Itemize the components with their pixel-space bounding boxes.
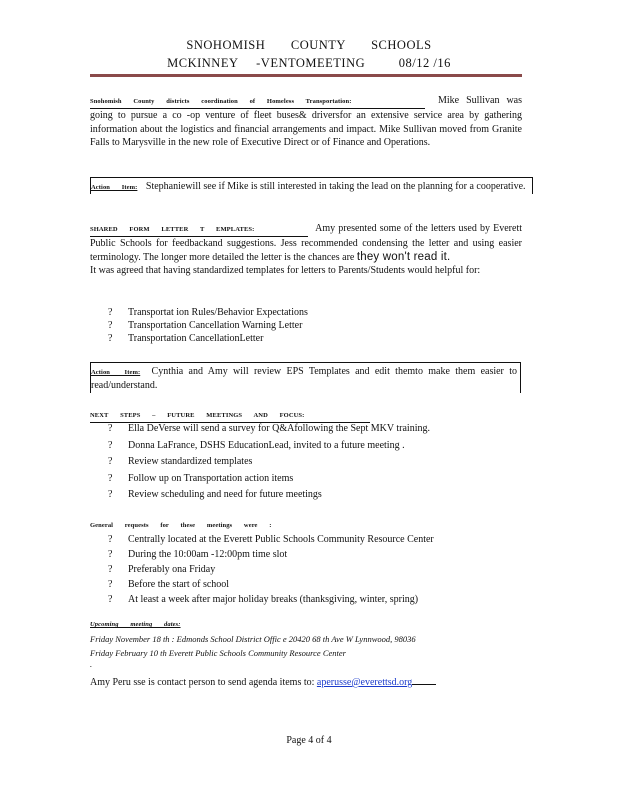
header-meeting-type: -VENTOMEETING — [256, 56, 366, 70]
section-text: It was agreed that having standardized templates for letters to Parents/Students would helpful for: — [90, 265, 481, 277]
list-item: ? Review standardized templates — [108, 456, 253, 467]
next-steps-list — [108, 421, 430, 504]
list-item: ? Transportation Cancellation Warning Letter — [108, 320, 303, 331]
list-item: ? Follow up on Transportation action items — [108, 472, 294, 484]
list-item: ? During the 10:00am -12:00pm time slot — [108, 549, 288, 560]
section-label: Snohomish County districts coordination of Homeless Transportation: — [90, 98, 352, 105]
emphasis-text: they won't read it. — [356, 250, 451, 263]
upcoming-meetings — [90, 618, 522, 669]
action-item-box — [90, 362, 521, 393]
header-title: SNOHOMISH COUNTY SCHOOLS — [186, 38, 432, 52]
section-label: Upcoming meeting dates: — [90, 621, 181, 628]
meeting-dot: . — [90, 659, 93, 669]
action-item-text: Stephaniewill see if Mike is still interested in taking the lead on the planning for a cooperative. — [145, 181, 526, 192]
action-item-text: Cynthia and Amy will review EPS Templates and edit themto make them easier to read/understand. — [91, 366, 517, 392]
list-item: ? At least a week after major holiday breaks (thanksgiving, winter, spring) — [108, 594, 419, 605]
list-item: ? Transportation CancellationLetter — [108, 333, 264, 344]
list-item: ? Review scheduling and need for future meetings — [108, 489, 322, 500]
list-item: ? Centrally located at the Everett Public Schools Community Resource Center — [108, 534, 434, 545]
section-shared-letters — [90, 222, 522, 278]
action-item-label: Action Item: — [91, 184, 138, 191]
list-item: ? Transportat ion Rules/Behavior Expectations — [108, 307, 308, 318]
section-label: General requests for these meetings were : — [90, 522, 272, 529]
header-rule — [90, 74, 522, 77]
page-number: Page 4 of 4 — [286, 735, 332, 746]
action-item-box — [90, 177, 533, 194]
meeting-row: Friday November 18 th : Edmonds School District Offic e 20420 68 th Ave W Lynnwood, 98036 — [90, 634, 416, 644]
section-label: SHARED FORM LETTER T EMPLATES: — [90, 226, 255, 233]
list-item: ? Ella DeVerse will send a survey for Q&Afollowing the Sept MKV training. — [108, 423, 430, 434]
action-item-label: Action Item: — [91, 369, 141, 376]
contact-email-link[interactable]: aperusse@everettsd.org — [316, 677, 413, 688]
header-meeting-name: MCKINNEY — [167, 56, 239, 70]
section-homeless-transportation — [90, 94, 522, 150]
contact-text: Amy Peru sse is contact person to send agenda items to: — [90, 677, 317, 688]
general-requests-list — [108, 532, 434, 607]
meeting-row: Friday February 10 th Everett Public Schools Community Resource Center — [90, 648, 346, 658]
section-general-requests — [90, 518, 522, 532]
section-text: Amy presented some of the letters used by Everett Public Schools for feedbackand suggestions. Jess recommended condensing the letter and using easier terminology. The longer more detailed the letter is the chances are — [90, 223, 522, 263]
header-date: 08/12 /16 — [398, 56, 451, 70]
header-subtitle — [0, 56, 618, 71]
section-text: Mike — [438, 95, 460, 106]
list-item: ? Preferably ona Friday — [108, 564, 216, 575]
contact-line — [90, 677, 436, 688]
list-item: ? Donna LaFrance, DSHS EducationLead, invited to a future meeting . — [108, 439, 405, 451]
section-text: Sullivan was going to pursue a co -op venture of fleet buses& driversfor an extensive service area by gathering information about the logistics and financial arrangements and impact. Mike Sullivan moved from Granite Falls to Marysville in the new role of Executive Direct or of Finance and Operations. — [90, 95, 522, 149]
letter-template-list — [108, 306, 308, 345]
list-item: ? Before the start of school — [108, 579, 230, 590]
section-label: NEXT STEPS – FUTURE MEETINGS AND FOCUS: — [90, 412, 305, 419]
